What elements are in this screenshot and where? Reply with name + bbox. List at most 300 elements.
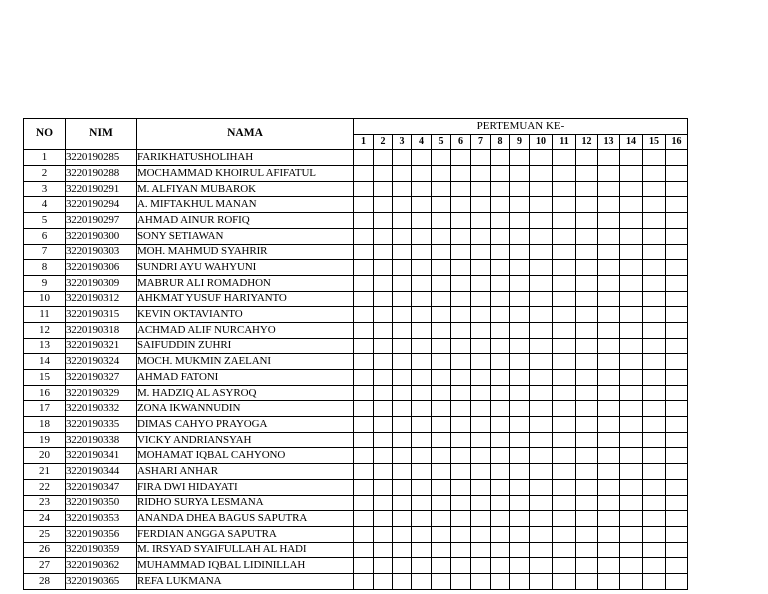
attendance-cell[interactable]: [354, 181, 374, 197]
attendance-cell[interactable]: [666, 322, 688, 338]
attendance-cell[interactable]: [451, 244, 471, 260]
attendance-cell[interactable]: [576, 354, 598, 370]
attendance-cell[interactable]: [393, 385, 412, 401]
attendance-cell[interactable]: [643, 291, 666, 307]
attendance-cell[interactable]: [576, 166, 598, 182]
attendance-cell[interactable]: [530, 479, 553, 495]
attendance-cell[interactable]: [530, 401, 553, 417]
attendance-cell[interactable]: [598, 573, 620, 589]
attendance-cell[interactable]: [510, 181, 530, 197]
attendance-cell[interactable]: [576, 464, 598, 480]
attendance-cell[interactable]: [491, 213, 510, 229]
attendance-cell[interactable]: [374, 558, 393, 574]
attendance-cell[interactable]: [354, 558, 374, 574]
attendance-cell[interactable]: [471, 526, 491, 542]
attendance-cell[interactable]: [393, 260, 412, 276]
attendance-cell[interactable]: [471, 385, 491, 401]
attendance-cell[interactable]: [354, 275, 374, 291]
attendance-cell[interactable]: [598, 385, 620, 401]
attendance-cell[interactable]: [598, 495, 620, 511]
attendance-cell[interactable]: [620, 479, 643, 495]
attendance-cell[interactable]: [643, 573, 666, 589]
attendance-cell[interactable]: [510, 338, 530, 354]
attendance-cell[interactable]: [598, 291, 620, 307]
attendance-cell[interactable]: [354, 150, 374, 166]
attendance-cell[interactable]: [374, 322, 393, 338]
attendance-cell[interactable]: [451, 150, 471, 166]
attendance-cell[interactable]: [432, 385, 451, 401]
attendance-cell[interactable]: [374, 307, 393, 323]
attendance-cell[interactable]: [666, 213, 688, 229]
attendance-cell[interactable]: [620, 401, 643, 417]
attendance-cell[interactable]: [471, 275, 491, 291]
attendance-cell[interactable]: [354, 526, 374, 542]
attendance-cell[interactable]: [432, 338, 451, 354]
attendance-cell[interactable]: [598, 307, 620, 323]
attendance-cell[interactable]: [432, 558, 451, 574]
attendance-cell[interactable]: [666, 291, 688, 307]
attendance-cell[interactable]: [620, 228, 643, 244]
attendance-cell[interactable]: [471, 448, 491, 464]
attendance-cell[interactable]: [491, 464, 510, 480]
attendance-cell[interactable]: [598, 448, 620, 464]
attendance-cell[interactable]: [471, 322, 491, 338]
attendance-cell[interactable]: [451, 417, 471, 433]
attendance-cell[interactable]: [451, 511, 471, 527]
attendance-cell[interactable]: [374, 150, 393, 166]
attendance-cell[interactable]: [643, 213, 666, 229]
attendance-cell[interactable]: [643, 260, 666, 276]
attendance-cell[interactable]: [620, 448, 643, 464]
attendance-cell[interactable]: [643, 542, 666, 558]
attendance-cell[interactable]: [553, 275, 576, 291]
attendance-cell[interactable]: [393, 150, 412, 166]
attendance-cell[interactable]: [393, 228, 412, 244]
attendance-cell[interactable]: [620, 275, 643, 291]
attendance-cell[interactable]: [576, 181, 598, 197]
attendance-cell[interactable]: [643, 417, 666, 433]
attendance-cell[interactable]: [432, 573, 451, 589]
attendance-cell[interactable]: [471, 401, 491, 417]
attendance-cell[interactable]: [598, 417, 620, 433]
attendance-cell[interactable]: [393, 558, 412, 574]
attendance-cell[interactable]: [451, 354, 471, 370]
attendance-cell[interactable]: [393, 213, 412, 229]
attendance-cell[interactable]: [598, 432, 620, 448]
attendance-cell[interactable]: [530, 573, 553, 589]
attendance-cell[interactable]: [432, 354, 451, 370]
attendance-cell[interactable]: [412, 573, 432, 589]
attendance-cell[interactable]: [412, 260, 432, 276]
attendance-cell[interactable]: [643, 166, 666, 182]
attendance-cell[interactable]: [510, 370, 530, 386]
attendance-cell[interactable]: [553, 526, 576, 542]
attendance-cell[interactable]: [374, 228, 393, 244]
attendance-cell[interactable]: [374, 401, 393, 417]
attendance-cell[interactable]: [412, 401, 432, 417]
attendance-cell[interactable]: [553, 181, 576, 197]
attendance-cell[interactable]: [510, 213, 530, 229]
attendance-cell[interactable]: [530, 354, 553, 370]
attendance-cell[interactable]: [666, 150, 688, 166]
attendance-cell[interactable]: [451, 495, 471, 511]
attendance-cell[interactable]: [643, 495, 666, 511]
attendance-cell[interactable]: [576, 558, 598, 574]
attendance-cell[interactable]: [620, 542, 643, 558]
attendance-cell[interactable]: [393, 307, 412, 323]
attendance-cell[interactable]: [666, 181, 688, 197]
attendance-cell[interactable]: [553, 197, 576, 213]
attendance-cell[interactable]: [451, 228, 471, 244]
attendance-cell[interactable]: [666, 307, 688, 323]
attendance-cell[interactable]: [666, 479, 688, 495]
attendance-cell[interactable]: [598, 526, 620, 542]
attendance-cell[interactable]: [412, 197, 432, 213]
attendance-cell[interactable]: [666, 244, 688, 260]
attendance-cell[interactable]: [598, 401, 620, 417]
attendance-cell[interactable]: [510, 322, 530, 338]
attendance-cell[interactable]: [643, 150, 666, 166]
attendance-cell[interactable]: [471, 150, 491, 166]
attendance-cell[interactable]: [643, 464, 666, 480]
attendance-cell[interactable]: [412, 558, 432, 574]
attendance-cell[interactable]: [451, 166, 471, 182]
attendance-cell[interactable]: [412, 511, 432, 527]
attendance-cell[interactable]: [510, 526, 530, 542]
attendance-cell[interactable]: [576, 322, 598, 338]
attendance-cell[interactable]: [553, 166, 576, 182]
attendance-cell[interactable]: [510, 385, 530, 401]
attendance-cell[interactable]: [510, 479, 530, 495]
attendance-cell[interactable]: [432, 417, 451, 433]
attendance-cell[interactable]: [393, 275, 412, 291]
attendance-cell[interactable]: [510, 260, 530, 276]
attendance-cell[interactable]: [666, 166, 688, 182]
attendance-cell[interactable]: [432, 542, 451, 558]
attendance-cell[interactable]: [620, 197, 643, 213]
attendance-cell[interactable]: [643, 338, 666, 354]
attendance-cell[interactable]: [451, 322, 471, 338]
attendance-cell[interactable]: [553, 417, 576, 433]
attendance-cell[interactable]: [354, 197, 374, 213]
attendance-cell[interactable]: [412, 228, 432, 244]
attendance-cell[interactable]: [510, 558, 530, 574]
attendance-cell[interactable]: [666, 354, 688, 370]
attendance-cell[interactable]: [412, 417, 432, 433]
attendance-cell[interactable]: [393, 542, 412, 558]
attendance-cell[interactable]: [620, 417, 643, 433]
attendance-cell[interactable]: [510, 464, 530, 480]
attendance-cell[interactable]: [666, 526, 688, 542]
attendance-cell[interactable]: [412, 479, 432, 495]
attendance-cell[interactable]: [491, 495, 510, 511]
attendance-cell[interactable]: [620, 370, 643, 386]
attendance-cell[interactable]: [374, 448, 393, 464]
attendance-cell[interactable]: [471, 573, 491, 589]
attendance-cell[interactable]: [374, 338, 393, 354]
attendance-cell[interactable]: [666, 432, 688, 448]
attendance-cell[interactable]: [354, 464, 374, 480]
attendance-cell[interactable]: [471, 354, 491, 370]
attendance-cell[interactable]: [491, 511, 510, 527]
attendance-cell[interactable]: [432, 181, 451, 197]
attendance-cell[interactable]: [576, 291, 598, 307]
attendance-cell[interactable]: [432, 432, 451, 448]
attendance-cell[interactable]: [643, 181, 666, 197]
attendance-cell[interactable]: [471, 244, 491, 260]
attendance-cell[interactable]: [576, 244, 598, 260]
attendance-cell[interactable]: [598, 511, 620, 527]
attendance-cell[interactable]: [576, 260, 598, 276]
attendance-cell[interactable]: [451, 275, 471, 291]
attendance-cell[interactable]: [412, 464, 432, 480]
attendance-cell[interactable]: [666, 370, 688, 386]
attendance-cell[interactable]: [451, 370, 471, 386]
attendance-cell[interactable]: [643, 385, 666, 401]
attendance-cell[interactable]: [491, 370, 510, 386]
attendance-cell[interactable]: [354, 385, 374, 401]
attendance-cell[interactable]: [530, 322, 553, 338]
attendance-cell[interactable]: [530, 417, 553, 433]
attendance-cell[interactable]: [553, 401, 576, 417]
attendance-cell[interactable]: [412, 213, 432, 229]
attendance-cell[interactable]: [510, 401, 530, 417]
attendance-cell[interactable]: [510, 150, 530, 166]
attendance-cell[interactable]: [576, 307, 598, 323]
attendance-cell[interactable]: [598, 354, 620, 370]
attendance-cell[interactable]: [374, 495, 393, 511]
attendance-cell[interactable]: [620, 432, 643, 448]
attendance-cell[interactable]: [553, 385, 576, 401]
attendance-cell[interactable]: [620, 511, 643, 527]
attendance-cell[interactable]: [620, 322, 643, 338]
attendance-cell[interactable]: [530, 213, 553, 229]
attendance-cell[interactable]: [471, 260, 491, 276]
attendance-cell[interactable]: [491, 542, 510, 558]
attendance-cell[interactable]: [451, 291, 471, 307]
attendance-cell[interactable]: [451, 526, 471, 542]
attendance-cell[interactable]: [643, 448, 666, 464]
attendance-cell[interactable]: [412, 150, 432, 166]
attendance-cell[interactable]: [553, 307, 576, 323]
attendance-cell[interactable]: [393, 495, 412, 511]
attendance-cell[interactable]: [620, 260, 643, 276]
attendance-cell[interactable]: [491, 338, 510, 354]
attendance-cell[interactable]: [530, 275, 553, 291]
attendance-cell[interactable]: [598, 275, 620, 291]
attendance-cell[interactable]: [576, 385, 598, 401]
attendance-cell[interactable]: [666, 558, 688, 574]
attendance-cell[interactable]: [432, 291, 451, 307]
attendance-cell[interactable]: [354, 573, 374, 589]
attendance-cell[interactable]: [620, 526, 643, 542]
attendance-cell[interactable]: [510, 244, 530, 260]
attendance-cell[interactable]: [374, 385, 393, 401]
attendance-cell[interactable]: [412, 448, 432, 464]
attendance-cell[interactable]: [374, 511, 393, 527]
attendance-cell[interactable]: [412, 338, 432, 354]
attendance-cell[interactable]: [393, 166, 412, 182]
attendance-cell[interactable]: [620, 166, 643, 182]
attendance-cell[interactable]: [354, 354, 374, 370]
attendance-cell[interactable]: [432, 511, 451, 527]
attendance-cell[interactable]: [374, 417, 393, 433]
attendance-cell[interactable]: [666, 464, 688, 480]
attendance-cell[interactable]: [451, 573, 471, 589]
attendance-cell[interactable]: [393, 244, 412, 260]
attendance-cell[interactable]: [354, 479, 374, 495]
attendance-cell[interactable]: [553, 479, 576, 495]
attendance-cell[interactable]: [576, 573, 598, 589]
attendance-cell[interactable]: [643, 401, 666, 417]
attendance-cell[interactable]: [451, 260, 471, 276]
attendance-cell[interactable]: [374, 260, 393, 276]
attendance-cell[interactable]: [354, 213, 374, 229]
attendance-cell[interactable]: [412, 275, 432, 291]
attendance-cell[interactable]: [491, 573, 510, 589]
attendance-cell[interactable]: [510, 417, 530, 433]
attendance-cell[interactable]: [530, 542, 553, 558]
attendance-cell[interactable]: [354, 322, 374, 338]
attendance-cell[interactable]: [412, 354, 432, 370]
attendance-cell[interactable]: [374, 526, 393, 542]
attendance-cell[interactable]: [666, 338, 688, 354]
attendance-cell[interactable]: [530, 197, 553, 213]
attendance-cell[interactable]: [471, 417, 491, 433]
attendance-cell[interactable]: [374, 370, 393, 386]
attendance-cell[interactable]: [432, 307, 451, 323]
attendance-cell[interactable]: [412, 291, 432, 307]
attendance-cell[interactable]: [374, 213, 393, 229]
attendance-cell[interactable]: [491, 558, 510, 574]
attendance-cell[interactable]: [393, 338, 412, 354]
attendance-cell[interactable]: [553, 432, 576, 448]
attendance-cell[interactable]: [374, 573, 393, 589]
attendance-cell[interactable]: [471, 511, 491, 527]
attendance-cell[interactable]: [393, 432, 412, 448]
attendance-cell[interactable]: [643, 526, 666, 542]
attendance-cell[interactable]: [412, 322, 432, 338]
attendance-cell[interactable]: [553, 464, 576, 480]
attendance-cell[interactable]: [510, 495, 530, 511]
attendance-cell[interactable]: [451, 542, 471, 558]
attendance-cell[interactable]: [412, 244, 432, 260]
attendance-cell[interactable]: [393, 573, 412, 589]
attendance-cell[interactable]: [576, 150, 598, 166]
attendance-cell[interactable]: [553, 573, 576, 589]
attendance-cell[interactable]: [491, 260, 510, 276]
attendance-cell[interactable]: [491, 448, 510, 464]
attendance-cell[interactable]: [451, 558, 471, 574]
attendance-cell[interactable]: [643, 479, 666, 495]
attendance-cell[interactable]: [432, 275, 451, 291]
attendance-cell[interactable]: [354, 166, 374, 182]
attendance-cell[interactable]: [530, 150, 553, 166]
attendance-cell[interactable]: [598, 197, 620, 213]
attendance-cell[interactable]: [666, 401, 688, 417]
attendance-cell[interactable]: [412, 432, 432, 448]
attendance-cell[interactable]: [374, 479, 393, 495]
attendance-cell[interactable]: [471, 307, 491, 323]
attendance-cell[interactable]: [553, 213, 576, 229]
attendance-cell[interactable]: [393, 197, 412, 213]
attendance-cell[interactable]: [530, 166, 553, 182]
attendance-cell[interactable]: [643, 228, 666, 244]
attendance-cell[interactable]: [412, 370, 432, 386]
attendance-cell[interactable]: [491, 385, 510, 401]
attendance-cell[interactable]: [553, 495, 576, 511]
attendance-cell[interactable]: [471, 338, 491, 354]
attendance-cell[interactable]: [491, 432, 510, 448]
attendance-cell[interactable]: [354, 370, 374, 386]
attendance-cell[interactable]: [354, 511, 374, 527]
attendance-cell[interactable]: [393, 181, 412, 197]
attendance-cell[interactable]: [598, 464, 620, 480]
attendance-cell[interactable]: [666, 495, 688, 511]
attendance-cell[interactable]: [471, 228, 491, 244]
attendance-cell[interactable]: [510, 511, 530, 527]
attendance-cell[interactable]: [510, 354, 530, 370]
attendance-cell[interactable]: [412, 542, 432, 558]
attendance-cell[interactable]: [530, 526, 553, 542]
attendance-cell[interactable]: [354, 228, 374, 244]
attendance-cell[interactable]: [510, 291, 530, 307]
attendance-cell[interactable]: [620, 244, 643, 260]
attendance-cell[interactable]: [576, 511, 598, 527]
attendance-cell[interactable]: [620, 464, 643, 480]
attendance-cell[interactable]: [530, 181, 553, 197]
attendance-cell[interactable]: [491, 401, 510, 417]
attendance-cell[interactable]: [510, 573, 530, 589]
attendance-cell[interactable]: [374, 291, 393, 307]
attendance-cell[interactable]: [374, 275, 393, 291]
attendance-cell[interactable]: [491, 322, 510, 338]
attendance-cell[interactable]: [374, 354, 393, 370]
attendance-cell[interactable]: [598, 244, 620, 260]
attendance-cell[interactable]: [598, 150, 620, 166]
attendance-cell[interactable]: [471, 197, 491, 213]
attendance-cell[interactable]: [553, 150, 576, 166]
attendance-cell[interactable]: [553, 291, 576, 307]
attendance-cell[interactable]: [620, 213, 643, 229]
attendance-cell[interactable]: [643, 558, 666, 574]
attendance-cell[interactable]: [471, 542, 491, 558]
attendance-cell[interactable]: [576, 213, 598, 229]
attendance-cell[interactable]: [553, 322, 576, 338]
attendance-cell[interactable]: [354, 542, 374, 558]
attendance-cell[interactable]: [393, 511, 412, 527]
attendance-cell[interactable]: [643, 322, 666, 338]
attendance-cell[interactable]: [393, 448, 412, 464]
attendance-cell[interactable]: [576, 495, 598, 511]
attendance-cell[interactable]: [393, 354, 412, 370]
attendance-cell[interactable]: [374, 197, 393, 213]
attendance-cell[interactable]: [510, 542, 530, 558]
attendance-cell[interactable]: [491, 181, 510, 197]
attendance-cell[interactable]: [432, 479, 451, 495]
attendance-cell[interactable]: [576, 448, 598, 464]
attendance-cell[interactable]: [643, 244, 666, 260]
attendance-cell[interactable]: [620, 495, 643, 511]
attendance-cell[interactable]: [374, 166, 393, 182]
attendance-cell[interactable]: [354, 448, 374, 464]
attendance-cell[interactable]: [432, 260, 451, 276]
attendance-cell[interactable]: [530, 495, 553, 511]
attendance-cell[interactable]: [553, 558, 576, 574]
attendance-cell[interactable]: [393, 322, 412, 338]
attendance-cell[interactable]: [530, 260, 553, 276]
attendance-cell[interactable]: [510, 197, 530, 213]
